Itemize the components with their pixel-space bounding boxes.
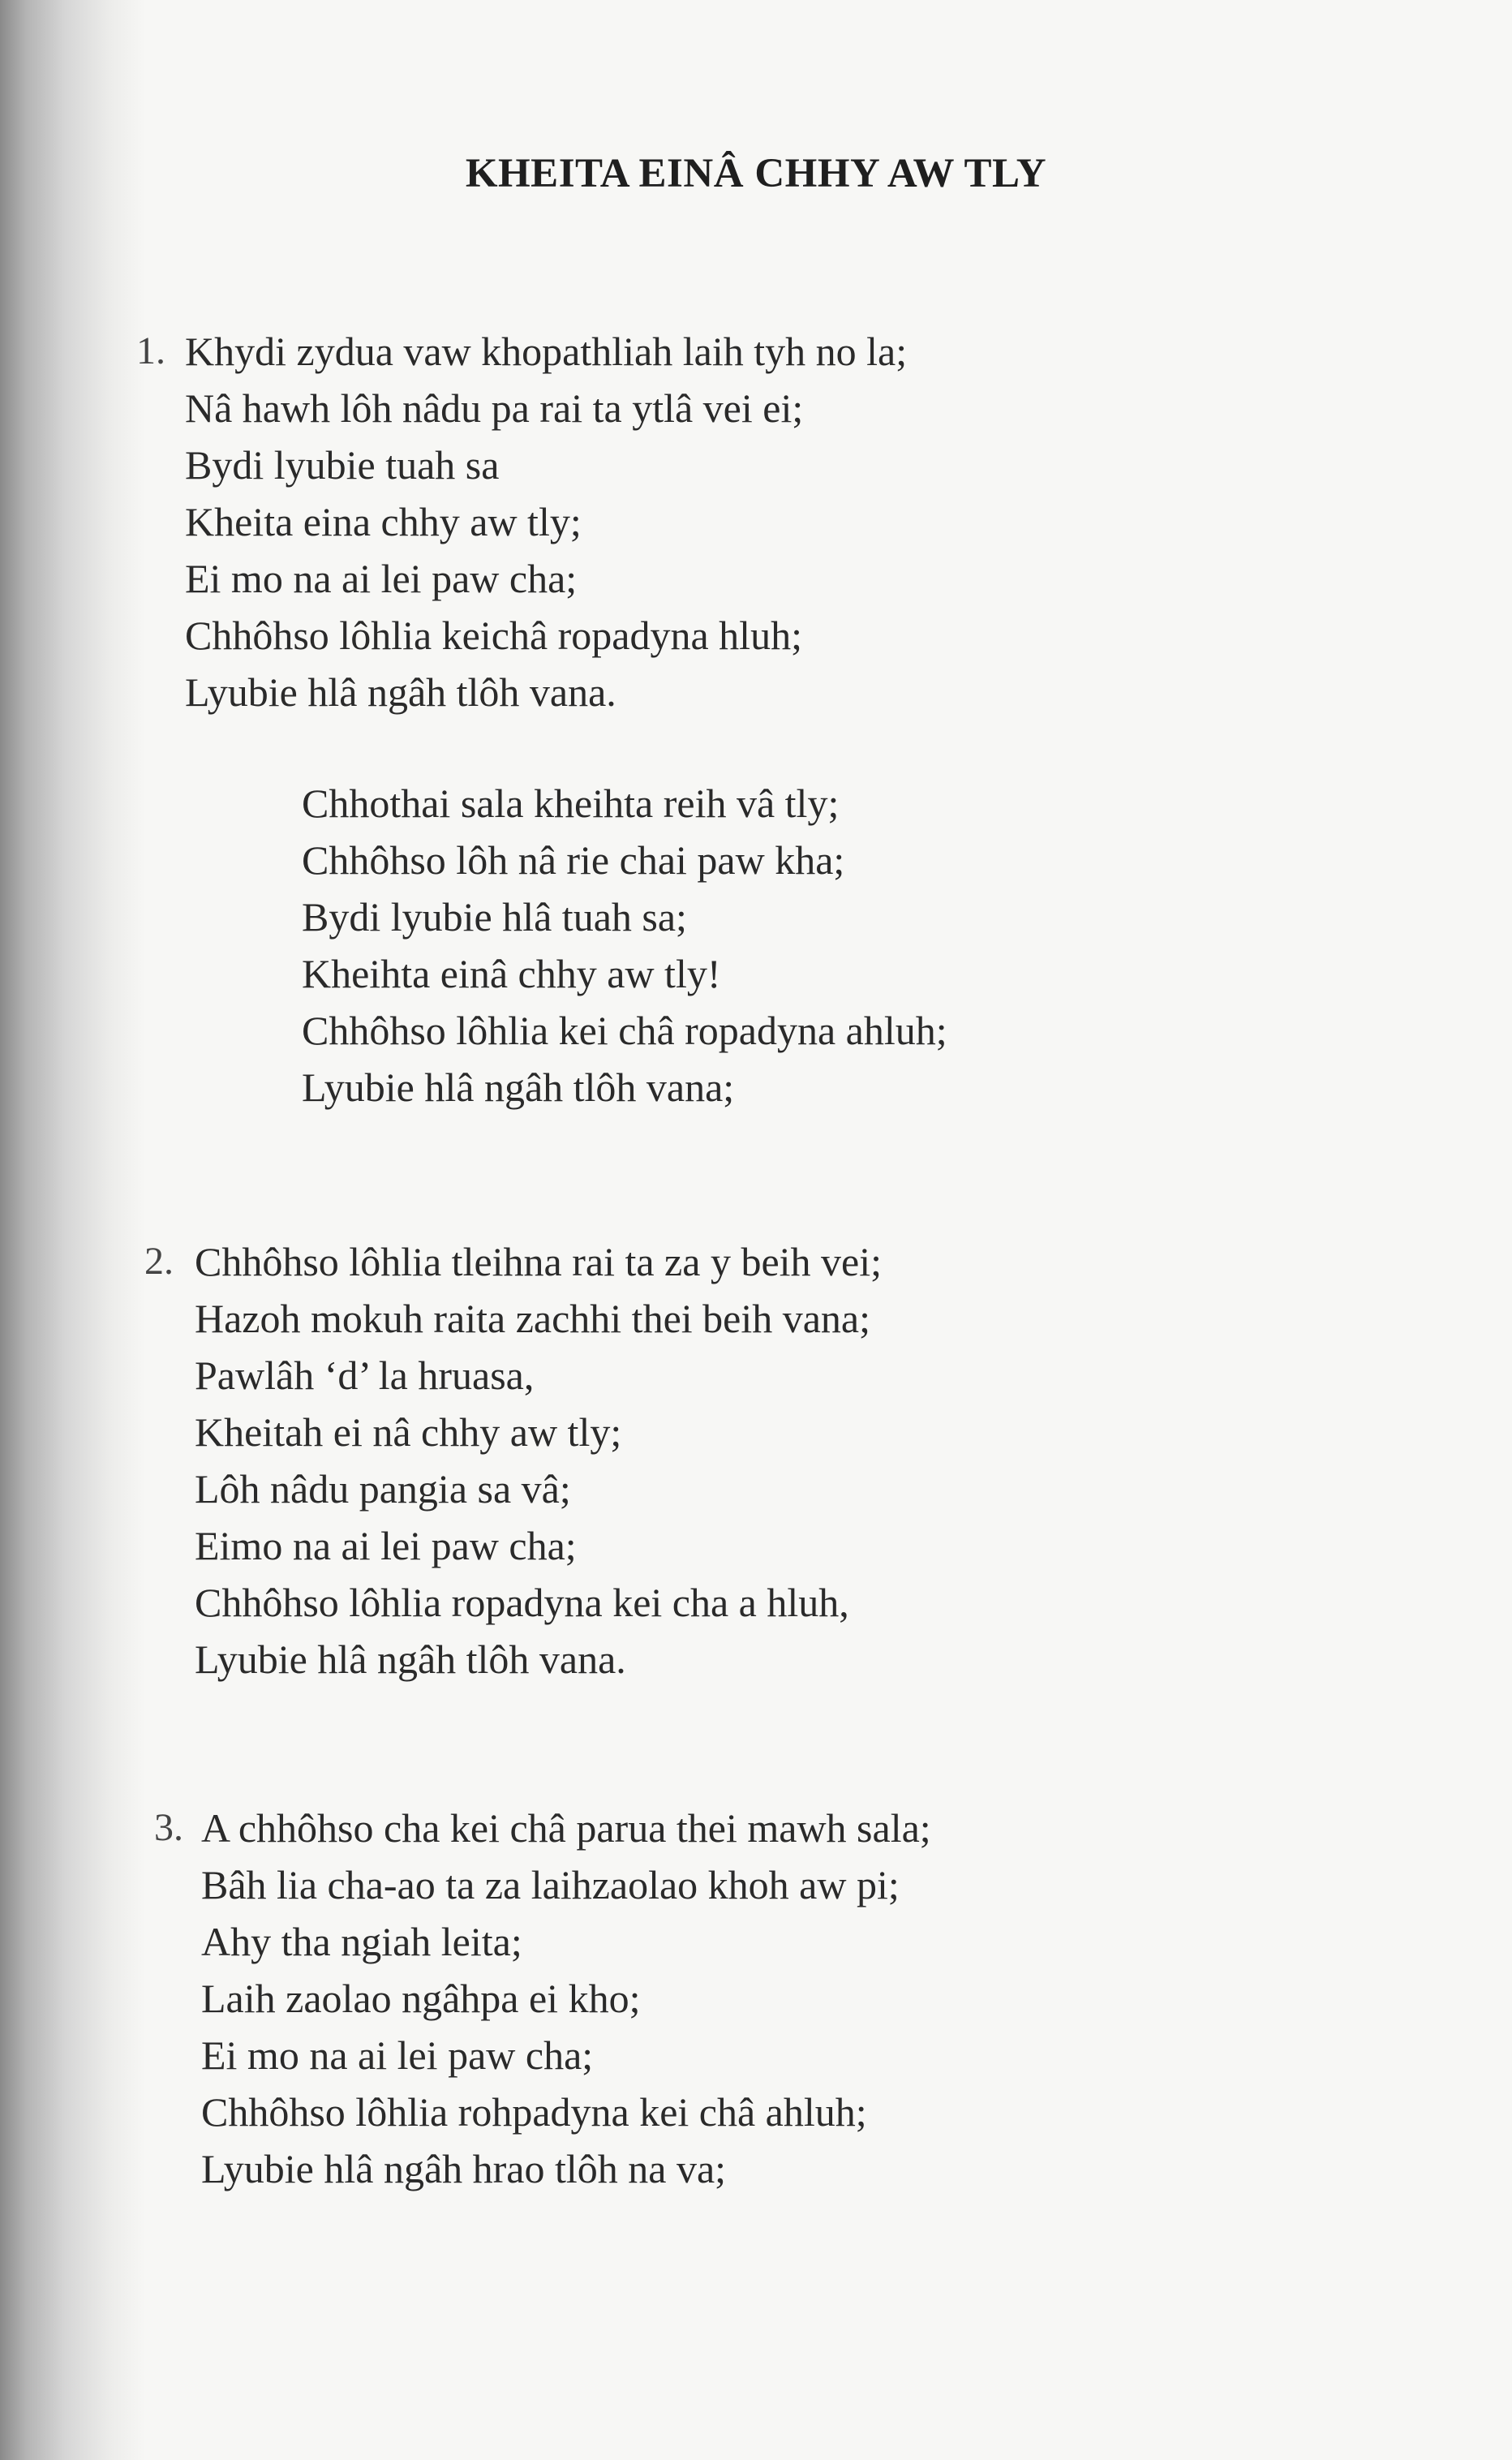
verse-number: 3.: [154, 1806, 183, 1849]
verse-line: Bydi lyubie tuah sa: [185, 442, 500, 488]
verse-number: 2.: [144, 1240, 174, 1283]
verse-line: Ei mo na ai lei paw cha;: [201, 2032, 594, 2078]
chorus: [302, 775, 947, 1116]
chorus-line: Lyubie hlâ ngâh tlôh vana;: [302, 1064, 735, 1110]
verse-line: Kheitah ei nâ chhy aw tly;: [195, 1409, 622, 1455]
verse-line: Lyubie hlâ ngâh hrao tlôh na va;: [201, 2146, 727, 2191]
verse-line: Kheita eina chhy aw tly;: [185, 499, 582, 544]
verse-line: Chhôhso lôhlia tleihna rai ta za y beih vei;: [195, 1239, 882, 1284]
chorus-line: Chhôhso lôh nâ rie chai paw kha;: [302, 837, 845, 883]
verse-line: Pawlâh ‘d’ la hruasa,: [195, 1353, 535, 1398]
page-gutter-shadow: [0, 0, 146, 2460]
chorus-line: Bydi lyubie hlâ tuah sa;: [302, 894, 687, 940]
verse-2: [195, 1233, 882, 1688]
verse-line: Eimo na ai lei paw cha;: [195, 1523, 577, 1568]
verse-line: Lôh nâdu pangia sa vâ;: [195, 1466, 571, 1512]
verse-line: Chhôhso lôhlia rohpadyna kei châ ahluh;: [201, 2089, 867, 2135]
verse-3: [201, 1800, 931, 2197]
chorus-line: Chhothai sala kheihta reih vâ tly;: [302, 781, 840, 826]
chorus-line: Chhôhso lôhlia kei châ ropadyna ahluh;: [302, 1008, 947, 1053]
verse-line: Lyubie hlâ ngâh tlôh vana.: [185, 669, 616, 715]
verse-line: Chhôhso lôhlia ropadyna kei cha a hluh,: [195, 1580, 849, 1625]
verse-line: Ahy tha ngiah leita;: [201, 1919, 522, 1964]
verse-line: Hazoh mokuh raita zachhi thei beih vana;: [195, 1296, 871, 1341]
page-title: KHEITA EINÂ CHHY AW TLY: [465, 151, 1047, 196]
verse-line: Laih zaolao ngâhpa ei kho;: [201, 1976, 641, 2021]
chorus-line: Kheihta einâ chhy aw tly!: [302, 951, 721, 996]
verse-line: A chhôhso cha kei châ parua thei mawh sala;: [201, 1805, 931, 1851]
verse-line: Bâh lia cha-ao ta za laihzaolao khoh aw pi;: [201, 1862, 900, 1907]
verse-line: Ei mo na ai lei paw cha;: [185, 556, 578, 601]
verse-line: Khydi zydua vaw khopathliah laih tyh no la;: [185, 329, 908, 374]
verse-line: Nâ hawh lôh nâdu pa rai ta ytlâ vei ei;: [185, 385, 804, 431]
verse-line: Lyubie hlâ ngâh tlôh vana.: [195, 1636, 626, 1682]
verse-line: Chhôhso lôhlia keichâ ropadyna hluh;: [185, 613, 802, 658]
verse-number: 1.: [136, 329, 165, 372]
verse-1: [185, 323, 907, 720]
